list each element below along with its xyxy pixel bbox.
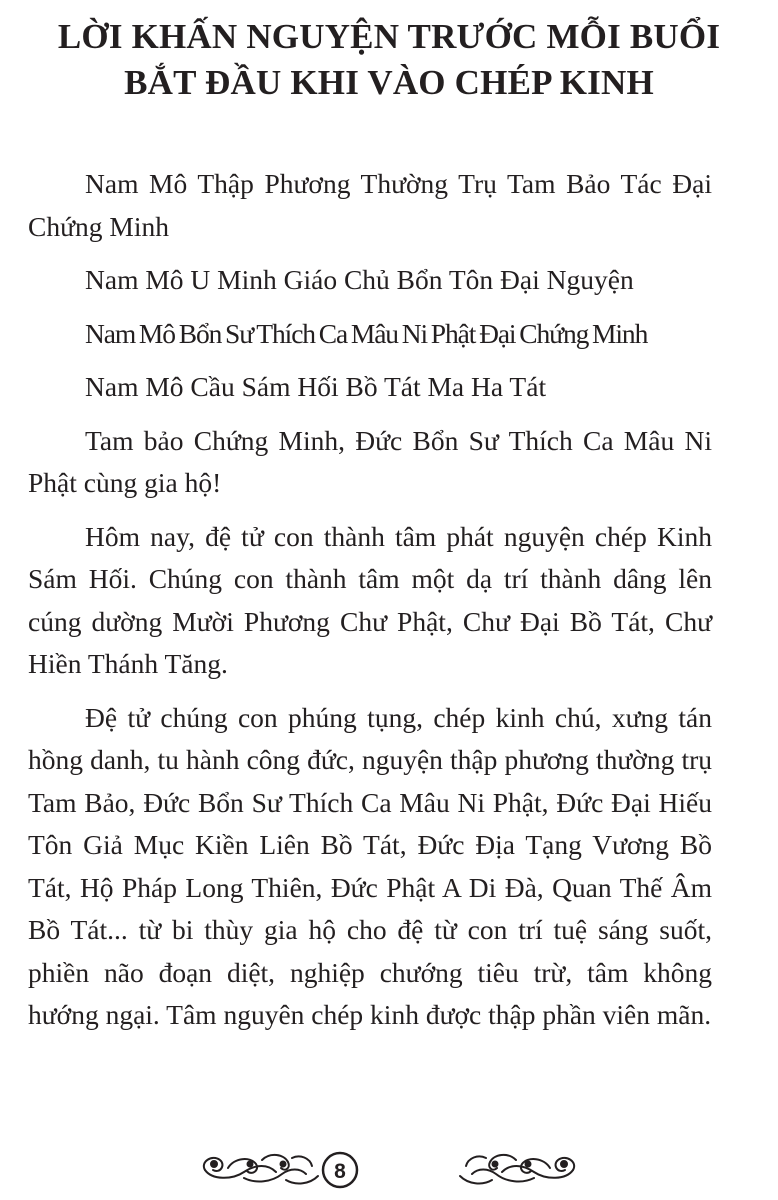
dedication-paragraph: Đệ tử chúng con phúng tụng, chép kinh chú, xưng tán hồng danh, tu hành công đức, nguyện thập phương thường trụ Tam Bảo, Đức Bổn Sư Thích Ca Mâu Ni Phật, Đức Đại Hiếu Tôn Giả Mục Kiền Liên Bồ Tát, Đức Địa Tạng Vương Bồ Tát, Hộ Pháp Long Thiên, Đức Phật A Di Đà, Quan Thế Âm Bồ Tát... từ bi thùy gia hộ cho đệ từ con trí tuệ sáng suốt, phiền não đoạn diệt, nghiệp chướng tiêu trừ, tâm không hướng ngại. Tâm nguyên chép kinh được thập phần viên mãn. bbox=[28, 701, 712, 1030]
invocation-paragraph: Nam Mô Bổn Sư Thích Ca Mâu Ni Phật Đại Chứng Minh bbox=[85, 317, 648, 349]
left-scroll-ornament-icon bbox=[204, 1155, 318, 1184]
right-scroll-ornament-icon bbox=[460, 1155, 574, 1184]
blessing-paragraph: Tam bảo Chứng Minh, Đức Bổn Sư Thích Ca Mâu Ni Phật cùng gia hộ! bbox=[28, 424, 712, 498]
page-title-line-2: BẮT ĐẦU KHI VÀO CHÉP KINH bbox=[124, 63, 654, 102]
invocation-paragraph: Nam Mô Cầu Sám Hối Bồ Tát Ma Ha Tát bbox=[85, 371, 547, 402]
invocation-paragraph: Nam Mô Thập Phương Thường Trụ Tam Bảo Tác Đại Chứng Minh bbox=[28, 168, 712, 242]
page-title-line-1: LỜI KHẤN NGUYỆN TRƯỚC MỖI BUỔI bbox=[57, 17, 721, 56]
page-title bbox=[0, 14, 778, 106]
footer-ornament bbox=[0, 1140, 778, 1196]
page-number: 8 bbox=[334, 1160, 346, 1183]
vow-paragraph: Hôm nay, đệ tử con thành tâm phát nguyện chép Kinh Sám Hối. Chúng con thành tâm một dạ trí thành dâng lên cúng dường Mười Phương Chư Phật, Chư Đại Bồ Tát, Chư Hiền Thánh Tăng. bbox=[28, 520, 712, 679]
invocation-paragraph: Nam Mô U Minh Giáo Chủ Bổn Tôn Đại Nguyện bbox=[85, 264, 634, 295]
page-footer bbox=[0, 1140, 778, 1196]
prayer-text bbox=[28, 163, 712, 1048]
